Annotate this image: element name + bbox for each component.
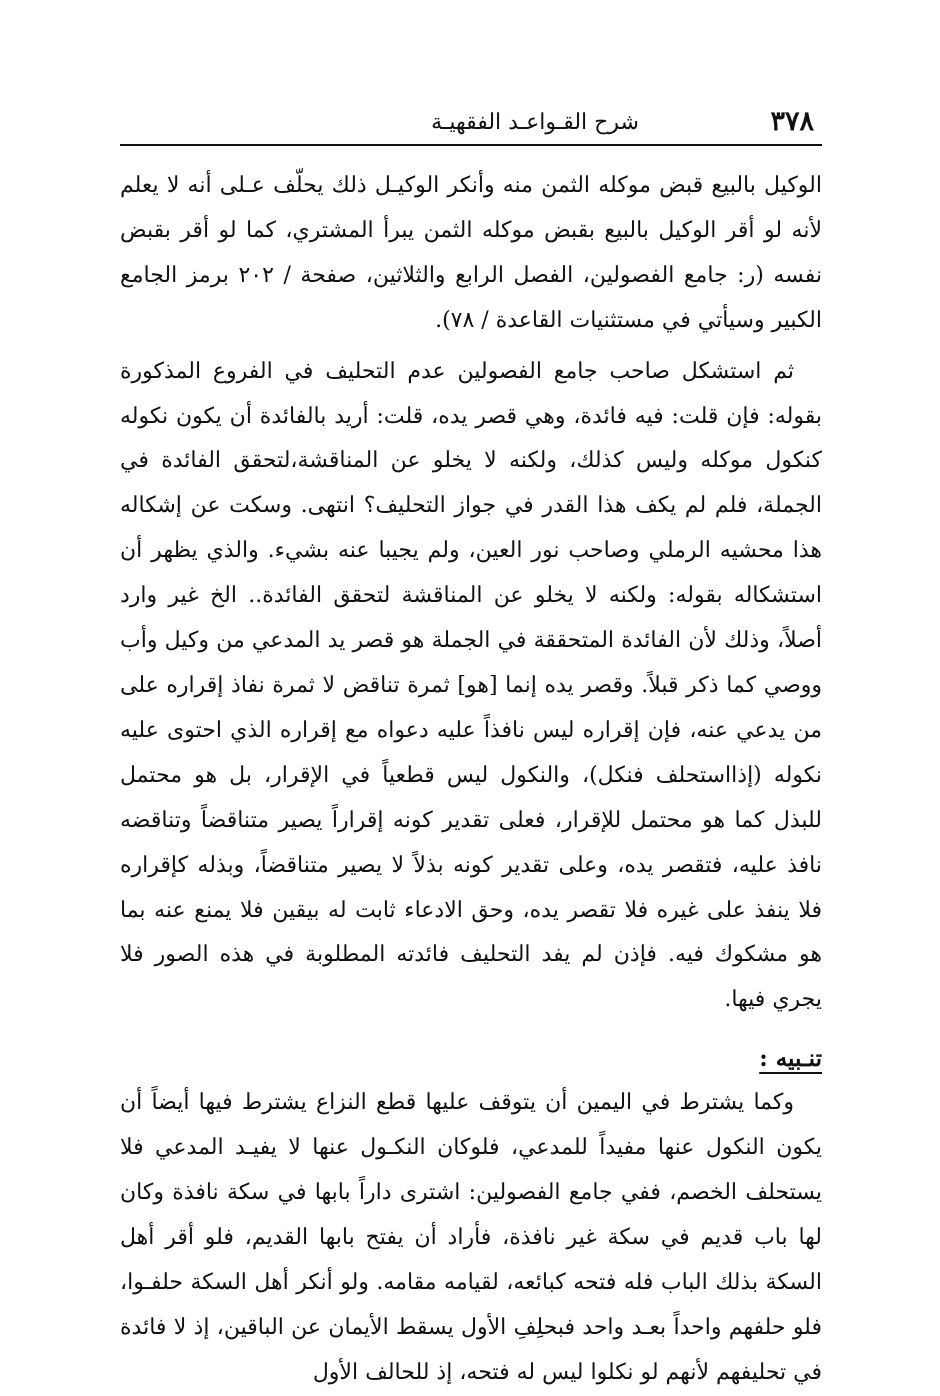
section-heading [120, 1037, 822, 1081]
section-heading-text: تنـبيه : [759, 1045, 822, 1073]
running-title: شرح القـواعـد الفقهيـة [431, 110, 639, 135]
paragraph-continuation: الوكيل بالبيع قبض موكله الثمن منه وأنكر الوكيـل ذلك يحلّف عـلى أنه لا يعلم لأنه لو أقر الوكيل بالبيع بقبض موكله الثمن يبرأ المشتري، كما لو أقر بقبض نفسه (ر: جامع الفصولين، الفصل الرابع والثلاثين، صفحة / ٢٠٢ برمز الجامع الكبير وسيأتي في مستثنيات القاعدة / ٧٨). [120, 173, 822, 333]
body-text [120, 164, 822, 1396]
paragraph-objection: ثم استشكل صاحب جامع الفصولين عدم التحليف في الفروع المذكورة بقوله: فإن قلت: فيه فائدة، وهي قصر يده، قلت: أريد بالفائدة أن يكون نكوله كنكول موكله وليس كذلك، ولكنه لا يخلو عن المناقشة،لتحقق الفائدة في الجملة، فلم لم يكف هذا القدر في جواز التحليف؟ انتهى. وسكت عن إشكاله هذا محشيه الرملي وصاحب نور العين، ولم يجيبا عنه بشيء. والذي يظهر أن استشكاله بقوله: ولكنه لا يخلو عن المناقشة لتحقق الفائدة.. الخ غير وارد أصلاً، وذلك لأن الفائدة المتحققة في الجملة هو قصر يد المدعي من وكيل وأب ووصي كما ذكر قبلاً. وقصر يده إنما [هو] ثمرة تناقض لا ثمرة نفاذ إقراره على من يدعي عنه، فإن إقراره ليس نافذاً عليه دعواه مع إقراره الذي احتوى عليه نكوله (إذااستحلف فنكل)، والنكول ليس قطعياً في الإقرار، بل هو محتمل للبذل كما هو محتمل للإقرار، فعلى تقدير كونه إقراراً يصير متناقضاً وتناقضه نافذ عليه، فتقصر يده، وعلى تقدير كونه بذلاً لا يصير متناقضاً، وبذله كإقراره فلا ينفذ على غيره فلا تقصر يده، وحق الادعاء ثابت له بيقين فلا يمنع عنه بما هو مشكوك فيه. فإذن لم يفد التحليف فائدته المطلوبة في هذه الصور فلا يجري فيها. [120, 358, 822, 1013]
running-header [120, 104, 820, 144]
header-divider [120, 144, 822, 146]
page-number: ٣٧٨ [770, 106, 814, 137]
paragraph-note: وكما يشترط في اليمين أن يتوقف عليها قطع النزاع يشترط فيها أيضاً أن يكون النكول عنها مفيداً للمدعي، فلوكان النكـول عنها لا يفيـد المدعي فلا يستحلف الخصم، ففي جامع الفصولين: اشترى داراً بابها في سكة نافذة وكان لها باب قديم في سكة غير نافذة، فأراد أن يفتح بابها القديم، فلو أقر أهل السكة بذلك الباب فله فتحه كبائعه، لقيامه مقامه. ولو أنكر أهل السكة حلفـوا، فلو حلفهم واحداً بعـد واحد فبحلِفِ الأول يسقط الأيمان عن الباقين، إذ لا فائدة في تحليفهم لأنهم لو نكلوا ليس له فتحه، إذ للحالف الأول [120, 1090, 822, 1385]
